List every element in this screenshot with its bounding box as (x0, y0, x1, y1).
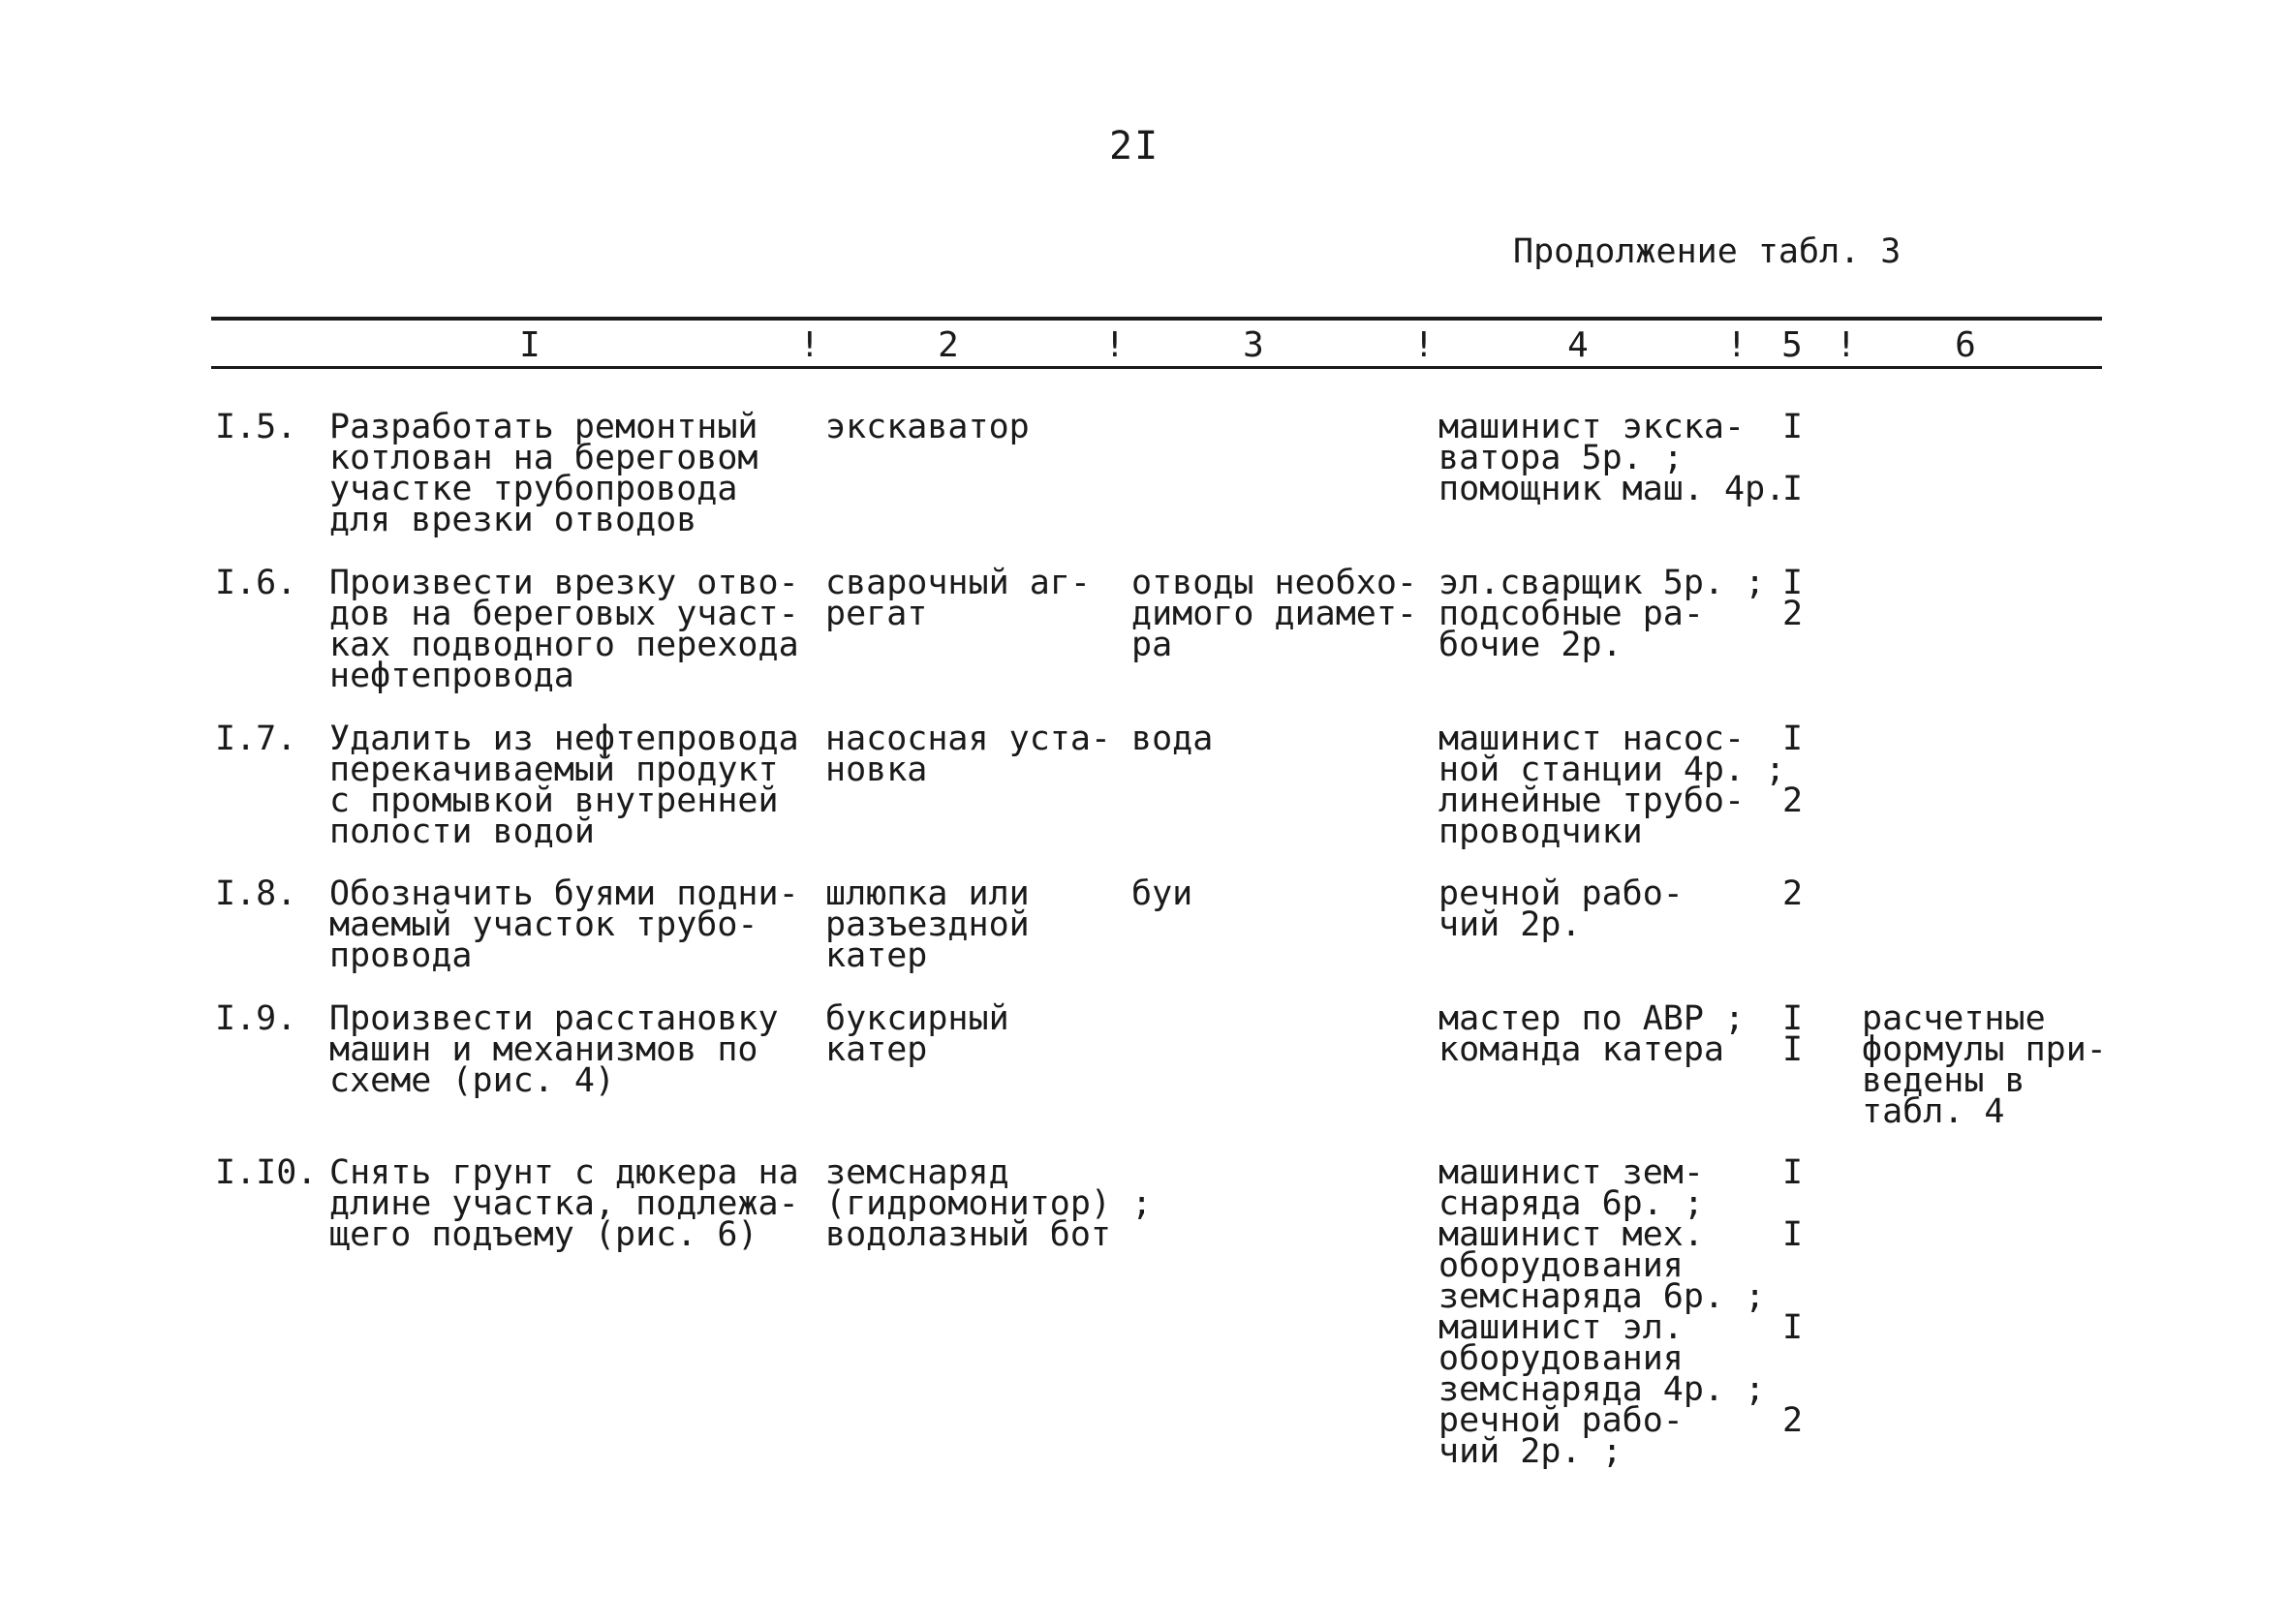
materials-cell (1131, 720, 1214, 758)
row-number: I.7. (215, 720, 297, 758)
task-cell (329, 564, 799, 695)
cell-line: маемый участок трубо- (329, 905, 758, 944)
cell-line: линейные трубо- (1438, 781, 1746, 820)
cell-line: новка (825, 751, 928, 789)
cell-line: щего подъему (рис. 6) (329, 1215, 758, 1254)
cell-line: для врезки отводов (329, 501, 697, 539)
cell-line: с промывкой внутренней (329, 781, 779, 820)
task-cell (329, 408, 758, 539)
cell-line: эл.сварщик 5р. ; (1438, 564, 1766, 602)
cell-line: ках подводного перехода (329, 626, 799, 664)
cell-line: перекачиваемый продукт (329, 751, 779, 789)
header-separator: ! (1104, 325, 1126, 365)
cell-line: экскаватор (825, 408, 1030, 446)
workers-cell (1438, 408, 1786, 508)
header-separator: ! (799, 325, 820, 365)
row-number: I.6. (215, 564, 297, 602)
table-continuation-title: Продолжение табл. 3 (1513, 232, 1902, 271)
cell-line: I (1782, 564, 1804, 602)
header-col-1: I (519, 325, 541, 365)
cell-line: машинист зем- (1438, 1153, 1704, 1192)
cell-line: снаряда 6р. ; (1438, 1184, 1704, 1223)
equipment-cell (825, 564, 1091, 633)
header-col-2: 2 (938, 325, 959, 365)
cell-line: подсобные ра- (1438, 595, 1704, 633)
materials-cell (1131, 564, 1418, 664)
cell-line: машин и механизмов по (329, 1030, 758, 1069)
cell-line: ной станции 4р. ; (1438, 751, 1786, 789)
header-col-4: 4 (1567, 325, 1589, 365)
cell-line: полости водой (329, 812, 595, 851)
equipment-cell (825, 408, 1030, 446)
cell-line: Обозначить буями подни- (329, 874, 799, 913)
cell-line: машинист насос- (1438, 720, 1746, 758)
cell-line: земснаряд (825, 1153, 1009, 1192)
cell-line: I (1782, 470, 1804, 508)
cell-line: 2 (1782, 874, 1804, 913)
header-separator: ! (1726, 325, 1747, 365)
cell-line: схеме (рис. 4) (329, 1061, 616, 1100)
count-cell (1782, 564, 1804, 633)
cell-line: земснаряда 6р. ; (1438, 1277, 1766, 1316)
row-number: I.8. (215, 874, 297, 913)
row-number: I.9. (215, 999, 297, 1038)
cell-line: 2 (1782, 1401, 1804, 1440)
equipment-cell (825, 1153, 1153, 1254)
count-cell (1782, 999, 1804, 1069)
cell-line: длине участка, подлежа- (329, 1184, 799, 1223)
count-cell (1782, 874, 1804, 913)
cell-line: I (1782, 720, 1804, 758)
cell-line: речной рабо- (1438, 874, 1684, 913)
cell-line: Произвести расстановку (329, 999, 779, 1038)
count-cell (1782, 1153, 1804, 1440)
cell-line: шлюпка или (825, 874, 1030, 913)
header-separator: ! (1413, 325, 1435, 365)
cell-line: помощник маш. 4р. (1438, 470, 1786, 508)
cell-line: I (1782, 999, 1804, 1038)
workers-cell (1438, 874, 1684, 944)
cell-line: 2 (1782, 595, 1804, 633)
cell-line: I (1782, 1030, 1804, 1069)
cell-line: I (1782, 1308, 1804, 1347)
cell-line: буксирный (825, 999, 1009, 1038)
notes-cell (1862, 999, 2107, 1131)
equipment-cell (825, 720, 1112, 789)
cell-line: ра (1131, 626, 1173, 664)
cell-line: речной рабо- (1438, 1401, 1684, 1440)
cell-line (1782, 1343, 1803, 1374)
cell-line: чий 2р. (1438, 905, 1582, 944)
row-number: I.5. (215, 408, 297, 446)
cell-line: (гидромонитор) ; (825, 1184, 1153, 1223)
cell-line: Удалить из нефтепровода (329, 720, 799, 758)
cell-line: отводы необхо- (1131, 564, 1418, 602)
task-cell (329, 1153, 799, 1254)
page-number: 2I (1109, 124, 1160, 169)
cell-line: мастер по АВР ; (1438, 999, 1746, 1038)
count-cell (1782, 408, 1804, 508)
workers-cell (1438, 564, 1766, 664)
cell-line: ватора 5р. ; (1438, 439, 1684, 477)
cell-line: формулы при- (1862, 1030, 2107, 1069)
cell-line: разъездной (825, 905, 1030, 944)
materials-cell (1131, 874, 1193, 913)
cell-line: 2 (1782, 781, 1804, 820)
cell-line: насосная уста- (825, 720, 1112, 758)
count-cell (1782, 720, 1804, 820)
cell-line: провода (329, 936, 473, 975)
header-col-5: 5 (1781, 325, 1803, 365)
cell-line: ведены в (1862, 1061, 2025, 1100)
cell-line: машинист мех. (1438, 1215, 1704, 1254)
cell-line: чий 2р. ; (1438, 1432, 1623, 1471)
equipment-cell (825, 874, 1030, 975)
cell-line (1782, 1250, 1803, 1281)
row-number: I.I0. (215, 1153, 318, 1192)
cell-line: расчетные (1862, 999, 2046, 1038)
header-separator: ! (1836, 325, 1857, 365)
cell-line: земснаряда 4р. ; (1438, 1370, 1766, 1409)
table-top-rule (211, 317, 2102, 321)
cell-line: оборудования (1438, 1246, 1684, 1285)
cell-line: машинист эл. (1438, 1308, 1684, 1347)
cell-line: регат (825, 595, 928, 633)
workers-cell (1438, 1153, 1766, 1471)
cell-line: вода (1131, 720, 1214, 758)
cell-line: катер (825, 936, 928, 975)
cell-line: Произвести врезку отво- (329, 564, 799, 602)
workers-cell (1438, 999, 1746, 1069)
cell-line: нефтепровода (329, 657, 574, 695)
cell-line: I (1782, 408, 1804, 446)
task-cell (329, 999, 779, 1100)
cell-line: I (1782, 1215, 1804, 1254)
cell-line: димого диамет- (1131, 595, 1418, 633)
cell-line: катер (825, 1030, 928, 1069)
cell-line: дов на береговых участ- (329, 595, 799, 633)
cell-line: Снять грунт с дюкера на (329, 1153, 799, 1192)
cell-line: водолазный бот (825, 1215, 1112, 1254)
cell-line: участке трубопровода (329, 470, 738, 508)
header-col-3: 3 (1243, 325, 1264, 365)
task-cell (329, 874, 799, 975)
task-cell (329, 720, 799, 851)
cell-line: буи (1131, 874, 1193, 913)
workers-cell (1438, 720, 1786, 851)
cell-line: проводчики (1438, 812, 1643, 851)
cell-line: машинист экска- (1438, 408, 1746, 446)
cell-line: котлован на береговом (329, 439, 758, 477)
cell-line: сварочный аг- (825, 564, 1091, 602)
cell-line: бочие 2р. (1438, 626, 1623, 664)
header-col-6: 6 (1955, 325, 1976, 365)
cell-line: команда катера (1438, 1030, 1725, 1069)
cell-line: оборудования (1438, 1339, 1684, 1378)
cell-line: I (1782, 1153, 1804, 1192)
table-header-rule (211, 366, 2102, 369)
cell-line: Разработать ремонтный (329, 408, 758, 446)
cell-line: табл. 4 (1862, 1092, 2005, 1131)
equipment-cell (825, 999, 1009, 1069)
